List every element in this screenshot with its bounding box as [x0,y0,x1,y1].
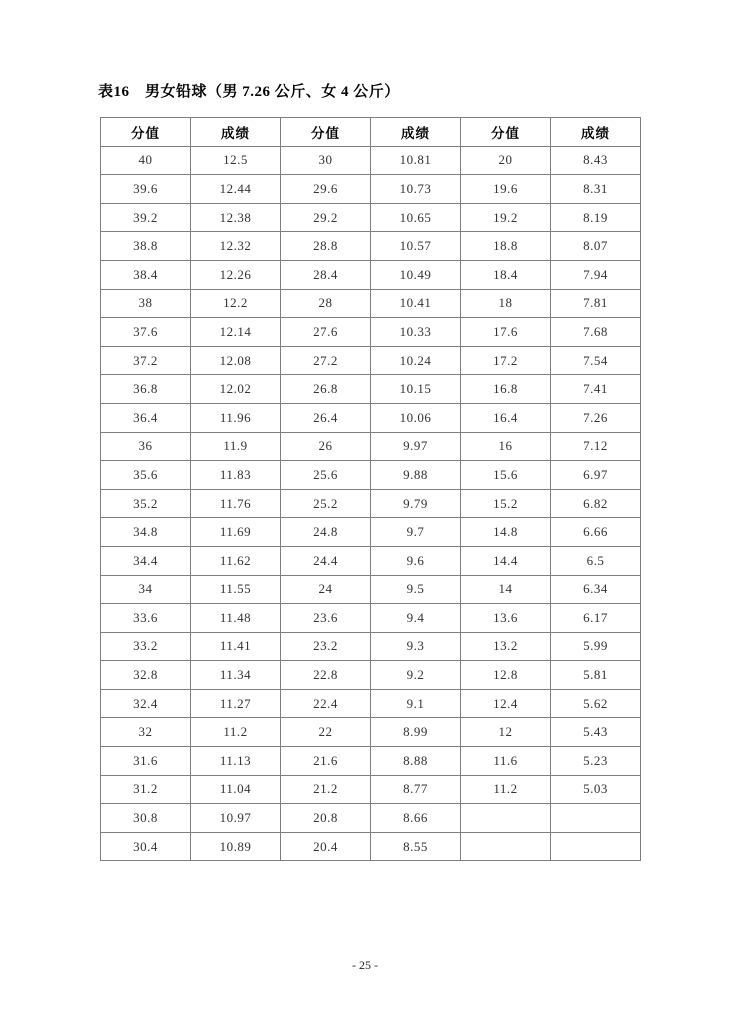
table-cell: 39.6 [101,175,191,204]
table-cell: 11.62 [191,546,281,575]
table-cell: 28.8 [281,232,371,261]
table-cell: 17.2 [461,346,551,375]
table-row [101,232,641,261]
table-cell: 29.2 [281,203,371,232]
table-cell: 32.4 [101,689,191,718]
table-cell: 9.6 [371,546,461,575]
table-cell: 34.4 [101,546,191,575]
table-cell: 7.94 [551,260,641,289]
table-cell: 7.26 [551,403,641,432]
table-row [101,604,641,633]
table-cell: 6.34 [551,575,641,604]
page-number: - 25 - [352,958,378,972]
table-cell: 12.02 [191,375,281,404]
table-cell: 20 [461,146,551,175]
table-cell: 12.5 [191,146,281,175]
table-row [101,461,641,490]
table-cell: 10.24 [371,346,461,375]
table-cell: 11.96 [191,403,281,432]
table-cell: 11.9 [191,432,281,461]
table-cell: 28.4 [281,260,371,289]
table-cell: 11.2 [191,718,281,747]
table-cell: 11.2 [461,775,551,804]
table-cell: 36.4 [101,403,191,432]
table-cell: 9.1 [371,689,461,718]
table-cell: 9.3 [371,632,461,661]
table-cell: 10.33 [371,318,461,347]
table-cell: 25.2 [281,489,371,518]
table-cell: 9.88 [371,461,461,490]
table-cell: 5.81 [551,661,641,690]
table-cell: 30.4 [101,832,191,861]
table-row [101,632,641,661]
table-row [101,661,641,690]
table-cell: 11.69 [191,518,281,547]
table-cell: 18.4 [461,260,551,289]
table-cell: 9.5 [371,575,461,604]
table-cell [551,832,641,861]
table-cell [461,832,551,861]
table-cell: 11.34 [191,661,281,690]
table-cell: 18 [461,289,551,318]
table-cell: 22 [281,718,371,747]
table-cell: 35.2 [101,489,191,518]
table-cell: 8.88 [371,747,461,776]
table-cell: 9.79 [371,489,461,518]
column-header: 成绩 [551,118,641,147]
table-cell: 25.6 [281,461,371,490]
table-cell: 38.8 [101,232,191,261]
table-cell: 30 [281,146,371,175]
table-row [101,747,641,776]
table-cell: 8.43 [551,146,641,175]
header-row [101,118,641,147]
table-cell: 19.2 [461,203,551,232]
table-cell: 7.68 [551,318,641,347]
table-cell: 7.41 [551,375,641,404]
table-cell: 10.73 [371,175,461,204]
table-cell: 11.83 [191,461,281,490]
table-cell: 24.4 [281,546,371,575]
table-cell: 10.57 [371,232,461,261]
table-cell: 6.5 [551,546,641,575]
table-cell: 21.6 [281,747,371,776]
table-cell: 32.8 [101,661,191,690]
column-header: 分值 [461,118,551,147]
table-cell: 5.62 [551,689,641,718]
table-cell: 12 [461,718,551,747]
column-header: 成绩 [371,118,461,147]
table-cell: 37.2 [101,346,191,375]
table-cell: 10.15 [371,375,461,404]
table-cell: 16 [461,432,551,461]
table-cell: 13.6 [461,604,551,633]
table-cell: 38 [101,289,191,318]
table-cell: 11.55 [191,575,281,604]
table-cell: 10.81 [371,146,461,175]
table-cell: 12.8 [461,661,551,690]
table-cell: 9.97 [371,432,461,461]
table-row [101,689,641,718]
table-cell: 39.2 [101,203,191,232]
table-cell: 26.4 [281,403,371,432]
table-cell: 24.8 [281,518,371,547]
table-row [101,260,641,289]
table-cell: 9.7 [371,518,461,547]
table-cell: 36.8 [101,375,191,404]
table-cell: 6.17 [551,604,641,633]
table-cell: 23.2 [281,632,371,661]
table-row [101,203,641,232]
table-row [101,403,641,432]
table-cell: 32 [101,718,191,747]
table-cell: 10.89 [191,832,281,861]
table-cell: 11.13 [191,747,281,776]
table-cell: 8.77 [371,775,461,804]
table-cell: 14 [461,575,551,604]
table-cell: 7.54 [551,346,641,375]
table-cell: 33.2 [101,632,191,661]
table-cell: 8.55 [371,832,461,861]
table-cell: 10.65 [371,203,461,232]
table-cell: 10.41 [371,289,461,318]
table-cell: 8.07 [551,232,641,261]
table-row [101,375,641,404]
table-cell: 22.8 [281,661,371,690]
table-cell: 16.4 [461,403,551,432]
table-cell [551,804,641,833]
table-cell [461,804,551,833]
table-cell: 15.2 [461,489,551,518]
table-cell: 36 [101,432,191,461]
table-cell: 8.19 [551,203,641,232]
table-cell: 12.14 [191,318,281,347]
table-cell: 12.44 [191,175,281,204]
table-cell: 11.41 [191,632,281,661]
table-cell: 26.8 [281,375,371,404]
table-cell: 31.2 [101,775,191,804]
table-cell: 40 [101,146,191,175]
table-row [101,146,641,175]
table-cell: 19.6 [461,175,551,204]
table-header [101,118,641,147]
table-row [101,775,641,804]
column-header: 成绩 [191,118,281,147]
table-cell: 11.6 [461,747,551,776]
table-cell: 34.8 [101,518,191,547]
table-cell: 30.8 [101,804,191,833]
column-header: 分值 [281,118,371,147]
table-cell: 38.4 [101,260,191,289]
table-cell: 9.2 [371,661,461,690]
table-cell: 20.8 [281,804,371,833]
table-cell: 12.2 [191,289,281,318]
table-cell: 10.49 [371,260,461,289]
table-cell: 9.4 [371,604,461,633]
table-cell: 29.6 [281,175,371,204]
table-cell: 15.6 [461,461,551,490]
table-body [101,146,641,861]
table-row [101,804,641,833]
table-cell: 5.23 [551,747,641,776]
score-table [100,117,641,861]
table-cell: 14.8 [461,518,551,547]
table-cell: 37.6 [101,318,191,347]
table-row [101,518,641,547]
table-cell: 6.66 [551,518,641,547]
table-cell: 12.4 [461,689,551,718]
table-cell: 17.6 [461,318,551,347]
table-cell: 18.8 [461,232,551,261]
table-cell: 14.4 [461,546,551,575]
table-cell: 12.26 [191,260,281,289]
table-cell: 34 [101,575,191,604]
table-cell: 20.4 [281,832,371,861]
table-cell: 7.12 [551,432,641,461]
table-cell: 8.66 [371,804,461,833]
table-cell: 23.6 [281,604,371,633]
table-cell: 11.04 [191,775,281,804]
table-cell: 28 [281,289,371,318]
table-cell: 5.03 [551,775,641,804]
table-cell: 31.6 [101,747,191,776]
table-cell: 24 [281,575,371,604]
column-header: 分值 [101,118,191,147]
table-cell: 12.38 [191,203,281,232]
table-cell: 10.97 [191,804,281,833]
table-row [101,832,641,861]
table-cell: 27.2 [281,346,371,375]
table-cell: 27.6 [281,318,371,347]
table-row [101,289,641,318]
table-cell: 33.6 [101,604,191,633]
table-cell: 11.27 [191,689,281,718]
table-row [101,575,641,604]
table-cell: 12.32 [191,232,281,261]
table-cell: 12.08 [191,346,281,375]
table-cell: 13.2 [461,632,551,661]
table-cell: 5.43 [551,718,641,747]
table-cell: 6.97 [551,461,641,490]
table-cell: 7.81 [551,289,641,318]
table-row [101,432,641,461]
table-row [101,489,641,518]
table-cell: 22.4 [281,689,371,718]
table-row [101,175,641,204]
table-cell: 35.6 [101,461,191,490]
table-cell: 8.31 [551,175,641,204]
table-cell: 5.99 [551,632,641,661]
table-cell: 10.06 [371,403,461,432]
table-row [101,718,641,747]
table-row [101,346,641,375]
table-cell: 11.48 [191,604,281,633]
table-title: 表16 男女铅球（男 7.26 公斤、女 4 公斤） [98,84,400,100]
table-cell: 21.2 [281,775,371,804]
table-row [101,318,641,347]
table-cell: 26 [281,432,371,461]
table-cell: 8.99 [371,718,461,747]
table-cell: 6.82 [551,489,641,518]
table-cell: 11.76 [191,489,281,518]
table-row [101,546,641,575]
table-cell: 16.8 [461,375,551,404]
